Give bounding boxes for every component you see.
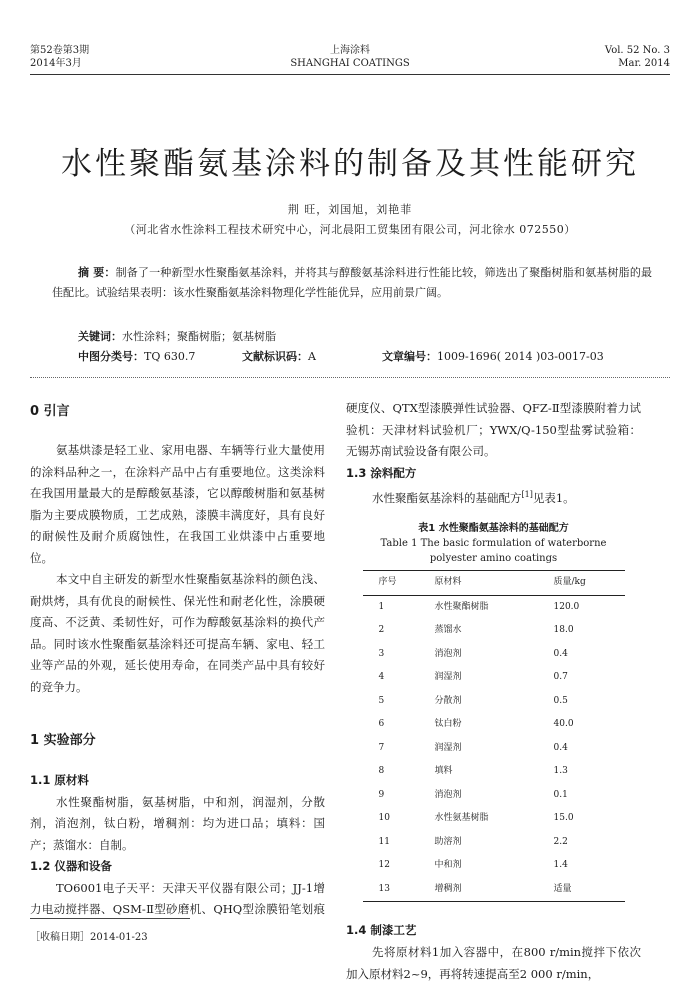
cell-mass: 0.1 <box>553 789 568 800</box>
cell-material: 润湿剂 <box>434 742 462 753</box>
table-row <box>363 595 625 619</box>
cell-material: 增稠剂 <box>434 878 536 902</box>
table-row <box>363 760 625 784</box>
cell-serial: 2 <box>378 625 385 636</box>
cell-mass: 0.4 <box>553 648 568 659</box>
article-number-label: 文章编号： <box>382 350 437 363</box>
section-1-2-text-overflow: 硬度仪、QTX型漆膜弹性试验器、QFZ-Ⅱ型漆膜附着力试验机：天津材料试验机厂；YWX/Q-150型盐雾试验箱：无锡苏南试验设备有限公司。 <box>346 401 641 458</box>
reference-1[interactable]: [1] <box>521 490 533 499</box>
cell-mass: 适量 <box>536 878 625 902</box>
table-row <box>363 831 625 855</box>
cell-material: 蒸馏水 <box>434 625 462 636</box>
cell-material: 润湿剂 <box>434 672 462 683</box>
volume-issue-en: Vol. 52 No. 3 <box>604 45 670 56</box>
formulation-table <box>363 570 625 902</box>
cell-mass: 15.0 <box>553 813 574 824</box>
section-1-4-title: 1.4 制漆工艺 <box>346 923 417 938</box>
header-material: 原材料 <box>434 571 536 596</box>
cell-serial: 1 <box>378 601 385 612</box>
abstract <box>52 263 652 303</box>
classification-row <box>52 347 652 367</box>
table-row <box>363 878 625 902</box>
header-right <box>605 44 670 70</box>
section-1-2-text-continued <box>346 398 641 463</box>
section-1-3-text-a: 水性聚酯氨基涂料的基础配方 <box>372 490 522 505</box>
header-center <box>0 44 700 70</box>
cell-material: 钛白粉 <box>434 719 462 730</box>
keywords-row <box>52 327 652 347</box>
table-1 <box>346 521 641 902</box>
keywords-text: 水性涂料；聚酯树脂；氨基树脂 <box>122 330 276 343</box>
cell-mass: 0.4 <box>553 742 568 753</box>
cell-mass: 120.0 <box>553 601 580 612</box>
cell-material: 中和剂 <box>434 860 462 871</box>
section-1-3-text-b: 见表1。 <box>532 490 575 505</box>
paper-meta <box>52 327 652 367</box>
section-0-paragraph-1: 氨基烘漆是轻工业、家用电器、车辆等行业大量使用的涂料品种之一，在涂料产品中占有重要地位。这类涂料在我国用量最大的是醇酸氨基漆，它以醇酸树脂和氨基树脂为主要成膜物质，工艺成熟，漆膜丰满度好，具有良好的耐候性及耐介质腐蚀性，在我国工业烘漆中占重要地位。 <box>30 443 325 565</box>
cell-serial: 8 <box>378 766 385 777</box>
clc-value: TQ 630.7 <box>144 350 196 363</box>
cell-mass: 40.0 <box>553 719 574 730</box>
cell-material: 消泡剂 <box>434 648 462 659</box>
article-number-value: 1009-1696( 2014 )03-0017-03 <box>437 350 604 363</box>
table-row <box>363 713 625 737</box>
cell-mass: 1.4 <box>553 860 568 871</box>
table-row <box>363 690 625 714</box>
cell-serial: 5 <box>378 695 385 706</box>
cell-mass: 0.5 <box>553 695 568 706</box>
cell-serial: 7 <box>378 742 385 753</box>
section-1-1-title: 1.1 原材料 <box>30 773 89 787</box>
journal-name-en: SHANGHAI COATINGS <box>290 58 410 69</box>
section-0-paragraph-2: 本文中自主研发的新型水性聚酯氨基涂料的颜色浅、耐烘烤，具有优良的耐候性、保光性和耐老化性，涂膜硬度高、不泛黄、柔韧性好，可作为醇酸氨基涂料的换代产品。同时该水性聚酯氨基涂料还可提高车辆、家电、轻工业等产品的外观，延长使用寿命，在同类产品中具有较好的竞争力。 <box>30 572 325 694</box>
cell-mass: 2.2 <box>553 836 568 847</box>
table-1-caption-en-line2: polyester amino coatings <box>429 553 558 565</box>
table-row <box>363 666 625 690</box>
cell-serial: 3 <box>378 648 385 659</box>
cell-serial: 9 <box>378 789 385 800</box>
received-date: ［收稿日期］2014-01-23 <box>30 932 148 943</box>
cell-serial: 13 <box>363 878 434 902</box>
cell-material: 分散剂 <box>434 695 462 706</box>
volume-issue: 第52卷第3期 <box>30 45 90 56</box>
table-1-caption-cn: 表1 水性聚酯氨基涂料的基础配方 <box>418 523 569 535</box>
cell-serial: 6 <box>378 719 385 730</box>
paper-title: 水性聚酯氨基涂料的制备及其性能研究 <box>61 146 639 182</box>
cell-material: 水性聚酯树脂 <box>434 601 489 612</box>
table-1-caption-en-line1: Table 1 The basic formulation of waterborne <box>380 538 607 550</box>
table-row <box>363 807 625 831</box>
cell-mass: 0.7 <box>553 672 568 683</box>
cell-serial: 4 <box>378 672 385 683</box>
section-1-title: 1 实验部分 <box>30 733 96 748</box>
authors: 荆 旺，刘国旭，刘艳菲 <box>287 203 413 216</box>
cell-material: 助溶剂 <box>434 836 462 847</box>
header-serial: 序号 <box>363 571 434 596</box>
cell-mass: 1.3 <box>553 766 568 777</box>
clc-label: 中图分类号： <box>78 350 144 363</box>
cell-serial: 11 <box>378 836 390 847</box>
section-1-3-title: 1.3 涂料配方 <box>346 465 417 480</box>
section-1-4-text: 先将原材料1加入容器中，在800 r/min搅拌下依次加入原材料2~9，再将转速提高至2 000 r/min， <box>346 945 641 981</box>
section-1-2-title: 1.2 仪器和设备 <box>30 859 112 873</box>
section-1-1-text: 水性聚酯树脂，氨基树脂，中和剂，润湿剂，分散剂，消泡剂，钛白粉，增稠剂：均为进口品；填料：国产；蒸馏水：自制。 <box>30 794 325 852</box>
cell-material: 填料 <box>434 766 453 777</box>
header-mass: 质量/kg <box>536 571 625 596</box>
abstract-divider <box>30 377 670 378</box>
table-row <box>363 643 625 667</box>
doc-code-value: A <box>308 350 316 363</box>
doc-code-label: 文献标识码： <box>242 350 308 363</box>
cell-mass: 18.0 <box>553 625 574 636</box>
abstract-label: 摘 要： <box>78 266 116 279</box>
abstract-text: 制备了一种新型水性聚酯氨基涂料，并将其与醇酸氨基涂料进行性能比较，筛选出了聚酯树脂和氨基树脂的最佳配比。试验结果表明：该水性聚酯氨基涂料物理化学性能优异，应用前景广阔。 <box>52 266 652 299</box>
publication-date: 2014年3月 <box>30 58 82 69</box>
table-header-row <box>363 571 625 596</box>
cell-serial: 10 <box>378 813 390 824</box>
section-1-3-text <box>346 484 641 509</box>
left-column <box>30 398 325 921</box>
header-rule <box>30 74 670 75</box>
table-row <box>363 737 625 761</box>
right-column <box>346 398 641 985</box>
journal-name-cn: 上海涂料 <box>330 45 370 56</box>
footnote-rule <box>30 918 190 919</box>
section-0-title: 0 引言 <box>30 404 70 419</box>
table-row <box>363 784 625 808</box>
cell-material: 水性氨基树脂 <box>434 813 489 824</box>
cell-material: 消泡剂 <box>434 789 462 800</box>
publication-date-en: Mar. 2014 <box>618 58 670 69</box>
cell-serial: 12 <box>378 860 390 871</box>
affiliation: （河北省水性涂料工程技术研究中心，河北晨阳工贸集团有限公司，河北徐水 072550） <box>124 223 576 236</box>
table-row <box>363 619 625 643</box>
table-row <box>363 854 625 878</box>
section-1-2-text-start: TO6001电子天平：天津天平仪器有限公司；JJ-1增力电动搅拌器、QSM-Ⅱ型砂磨机、QHQ型涂膜铅笔划痕 <box>30 880 325 916</box>
keywords-label: 关键词： <box>78 330 122 343</box>
